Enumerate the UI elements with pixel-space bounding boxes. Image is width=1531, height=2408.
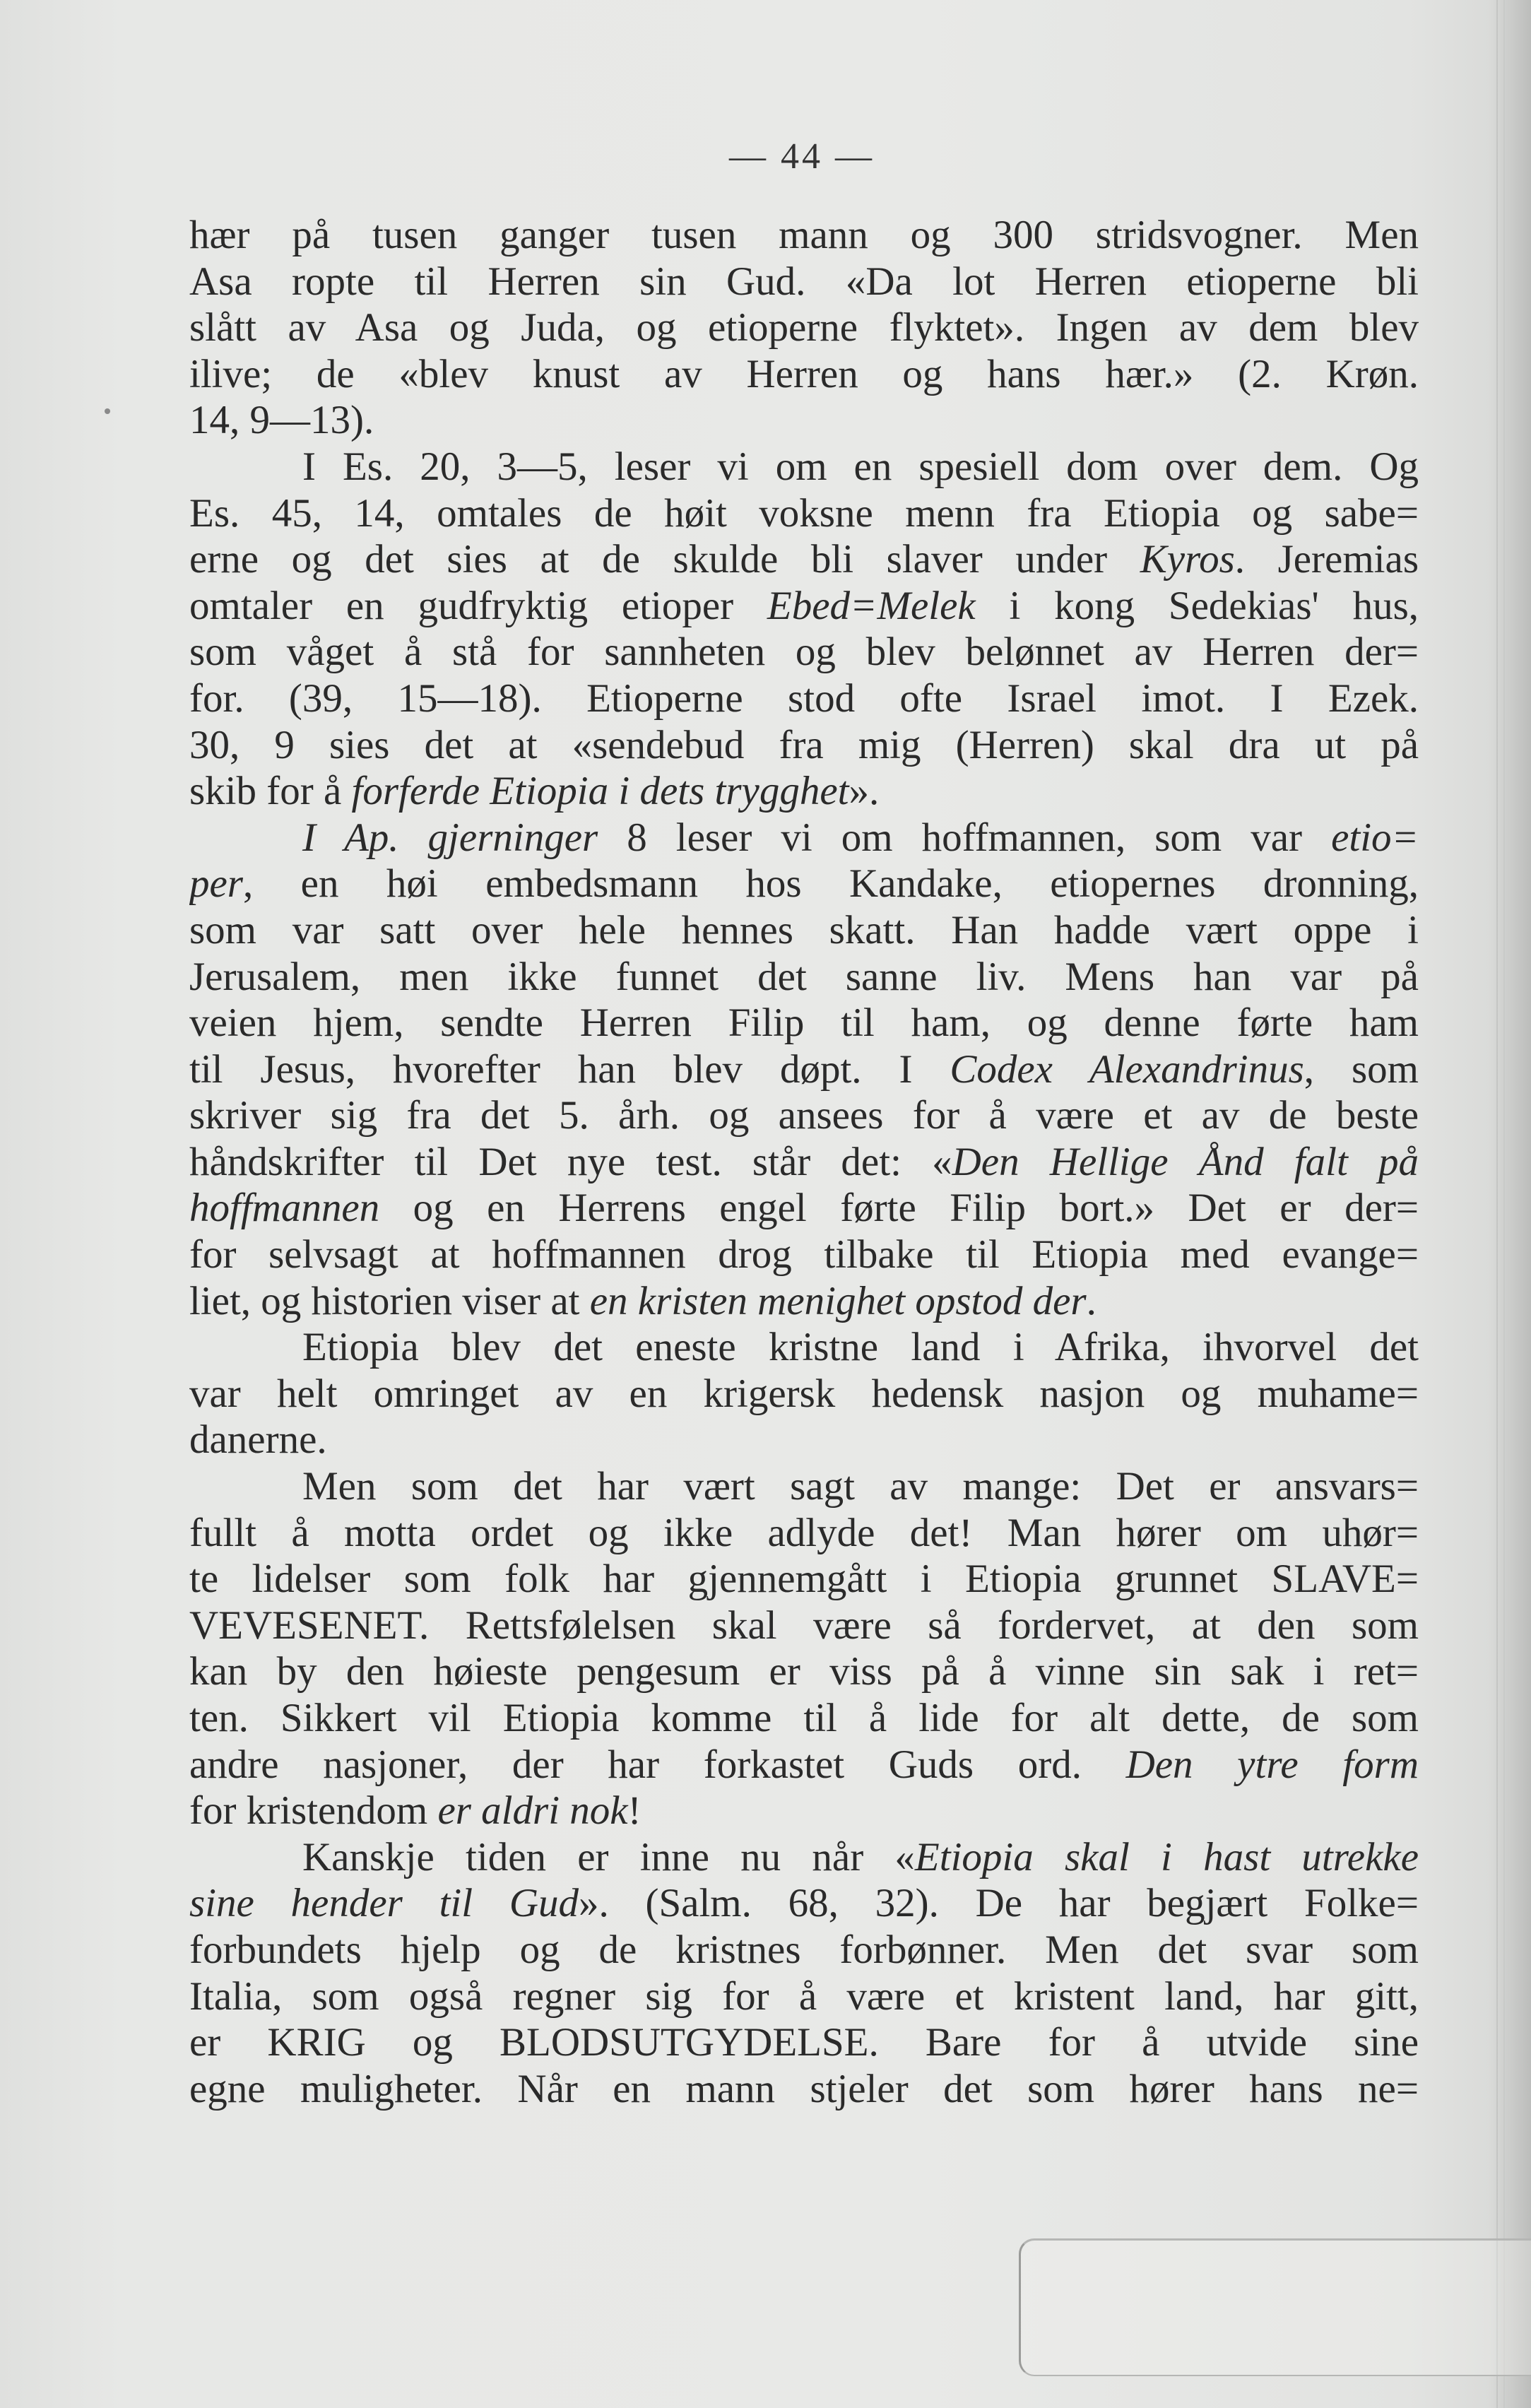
text-run: ! bbox=[627, 1788, 642, 1834]
italic-phrase: Kyros bbox=[1140, 537, 1235, 582]
text-run: . Jeremias bbox=[1234, 537, 1419, 582]
text-line bbox=[189, 444, 1419, 490]
text-line bbox=[189, 212, 1419, 259]
text-line bbox=[189, 954, 1419, 1001]
text-run: danerne. bbox=[189, 1417, 327, 1463]
italic-phrase: Codex Alexandrinus bbox=[950, 1046, 1304, 1092]
text-line bbox=[189, 1046, 1419, 1093]
margin-speck bbox=[105, 408, 110, 414]
text-run: ilive; de «blev knust av Herren og hans hær.» (2. Krøn. bbox=[189, 351, 1419, 396]
text-line bbox=[189, 490, 1419, 537]
page-number: — 44 — bbox=[729, 136, 875, 177]
text-run: I Es. 20, 3—5, leser vi om en spesiell dom over dem. Og bbox=[302, 444, 1419, 489]
text-run: , som bbox=[1304, 1046, 1419, 1092]
text-line bbox=[189, 629, 1419, 675]
text-run: omtaler en gudfryktig etioper bbox=[189, 583, 767, 628]
italic-phrase: I Ap. gjerninger bbox=[302, 815, 598, 860]
text-line bbox=[189, 1278, 1419, 1325]
text-run: er KRIG og BLODSUTGYDELSE. Bare for å utvide sine bbox=[189, 2020, 1419, 2065]
text-line bbox=[189, 1510, 1419, 1557]
italic-phrase: etio= bbox=[1331, 815, 1419, 860]
text-run: 14, 9—13). bbox=[189, 398, 374, 443]
italic-phrase: per bbox=[189, 861, 243, 907]
text-run: Jerusalem, men ikke funnet det sanne liv. Mens han var på bbox=[189, 954, 1419, 999]
italic-phrase: en kristen menighet opstod der bbox=[589, 1278, 1087, 1323]
text-run: VEVESENET. Rettsfølelsen skal være så fordervet, at den som bbox=[189, 1603, 1419, 1648]
text-run: til Jesus, hvorefter han blev døpt. I bbox=[189, 1046, 950, 1092]
text-run: slått av Asa og Juda, og etioperne flyktet». Ingen av dem blev bbox=[189, 305, 1419, 350]
text-line bbox=[189, 1232, 1419, 1278]
italic-phrase: sine hender til Gud bbox=[189, 1881, 579, 1926]
text-line bbox=[189, 675, 1419, 722]
text-run: Etiopia blev det eneste kristne land i Afrika, ihvorvel det bbox=[302, 1325, 1419, 1370]
text-line bbox=[189, 1788, 1419, 1834]
text-run: ». bbox=[849, 769, 880, 814]
text-run: skib for å bbox=[189, 769, 352, 814]
text-line bbox=[189, 768, 1419, 815]
text-line bbox=[189, 583, 1419, 630]
italic-phrase: Den Hellige Ånd falt på bbox=[952, 1139, 1419, 1184]
text-run: veien hjem, sendte Herren Filip til ham, og denne førte ham bbox=[189, 1001, 1419, 1046]
text-line bbox=[189, 1000, 1419, 1046]
text-line bbox=[189, 1742, 1419, 1788]
text-run: andre nasjoner, der har forkastet Guds ord. bbox=[189, 1742, 1126, 1787]
text-run: Italia, som også regner sig for å være et kristent land, har gitt, bbox=[189, 1973, 1419, 2019]
text-run: . bbox=[1086, 1278, 1096, 1323]
text-line bbox=[189, 815, 1419, 861]
text-line bbox=[189, 1834, 1419, 1881]
text-run: fullt å motta ordet og ikke adlyde det! Man hører om uhør= bbox=[189, 1510, 1419, 1555]
text-run: håndskrifter til Det nye test. står det: « bbox=[189, 1139, 952, 1184]
text-run: som var satt over hele hennes skatt. Han hadde vært oppe i bbox=[189, 907, 1419, 952]
text-run: Kanskje tiden er inne nu når « bbox=[302, 1834, 915, 1879]
text-line bbox=[189, 351, 1419, 398]
text-run: som våget å stå for sannheten og blev belønnet av Herren der= bbox=[189, 630, 1419, 675]
italic-phrase: hoffmannen bbox=[189, 1186, 380, 1231]
text-run: for selvsagt at hoffmannen drog tilbake til Etiopia med evange= bbox=[189, 1232, 1419, 1277]
text-run: og en Herrens engel førte Filip bort.» Det er der= bbox=[379, 1186, 1419, 1231]
text-run: liet, og historien viser at bbox=[189, 1278, 590, 1323]
text-run: i kong Sedekias' hus, bbox=[975, 583, 1419, 628]
text-run: 30, 9 sies det at «sendebud fra mig (Herren) skal dra ut på bbox=[189, 722, 1419, 767]
text-line bbox=[189, 536, 1419, 583]
text-run: hær på tusen ganger tusen mann og 300 stridsvogner. Men bbox=[189, 213, 1419, 257]
text-line bbox=[189, 861, 1419, 907]
text-line bbox=[189, 1371, 1419, 1417]
text-line bbox=[189, 2019, 1419, 2066]
italic-phrase: Etiopia skal i hast utrekke bbox=[914, 1834, 1419, 1879]
text-line bbox=[189, 907, 1419, 954]
text-run: , en høi embedsmann hos Kandake, etiopernes dronning, bbox=[242, 861, 1419, 907]
page-edge-shadow bbox=[1489, 0, 1531, 2408]
text-line bbox=[189, 1927, 1419, 1973]
text-run: var helt omringet av en krigersk hedensk nasjon og muhame= bbox=[189, 1371, 1419, 1416]
text-run: ten. Sikkert vil Etiopia komme til å lide for alt dette, de som bbox=[189, 1696, 1419, 1740]
text-line bbox=[189, 1603, 1419, 1649]
text-line bbox=[189, 1417, 1419, 1463]
text-run: te lidelser som folk har gjennemgått i Etiopia grunnet SLAVE= bbox=[189, 1557, 1419, 1602]
text-run: Men som det har vært sagt av mange: Det er ansvars= bbox=[302, 1464, 1419, 1509]
text-run: forbundets hjelp og de kristnes forbønner. Men det svar som bbox=[189, 1927, 1419, 1972]
text-run: kan by den høieste pengesum er viss på å vinne sin sak i ret= bbox=[189, 1649, 1419, 1694]
text-line bbox=[189, 1324, 1419, 1371]
text-line bbox=[189, 259, 1419, 305]
text-line bbox=[189, 1463, 1419, 1510]
text-run: egne muligheter. Når en mann stjeler det som hører hans ne= bbox=[189, 2066, 1419, 2111]
body-text bbox=[189, 212, 1419, 2112]
text-line bbox=[189, 305, 1419, 351]
italic-phrase: forferde Etiopia i dets trygghet bbox=[351, 769, 849, 814]
text-run: for kristendom bbox=[189, 1788, 438, 1834]
text-line bbox=[189, 1185, 1419, 1232]
text-line bbox=[189, 1648, 1419, 1695]
paper-slip-overlay bbox=[1019, 2238, 1531, 2376]
text-line bbox=[189, 1695, 1419, 1742]
text-line bbox=[189, 1556, 1419, 1603]
text-line bbox=[189, 1973, 1419, 2020]
text-line bbox=[189, 1139, 1419, 1186]
text-line bbox=[189, 1880, 1419, 1927]
text-line bbox=[189, 2066, 1419, 2113]
text-run: 8 leser vi om hoffmannen, som var bbox=[598, 815, 1332, 860]
italic-phrase: Ebed=Melek bbox=[767, 583, 976, 628]
text-line bbox=[189, 722, 1419, 769]
text-run: Asa ropte til Herren sin Gud. «Da lot Herren etioperne bli bbox=[189, 259, 1419, 304]
text-run: erne og det sies at de skulde bli slaver under bbox=[189, 537, 1140, 582]
text-line bbox=[189, 1092, 1419, 1139]
text-run: ». (Salm. 68, 32). De har begjært Folke= bbox=[578, 1881, 1419, 1926]
text-run: skriver sig fra det 5. årh. og ansees for å være et av de beste bbox=[189, 1093, 1419, 1138]
text-run: for. (39, 15—18). Etioperne stod ofte Israel imot. I Ezek. bbox=[189, 675, 1419, 721]
text-line bbox=[189, 397, 1419, 444]
italic-phrase: er aldri nok bbox=[437, 1788, 628, 1834]
italic-phrase: Den ytre form bbox=[1125, 1742, 1419, 1787]
text-run: Es. 45, 14, omtales de høit voksne menn fra Etiopia og sabe= bbox=[189, 490, 1419, 536]
